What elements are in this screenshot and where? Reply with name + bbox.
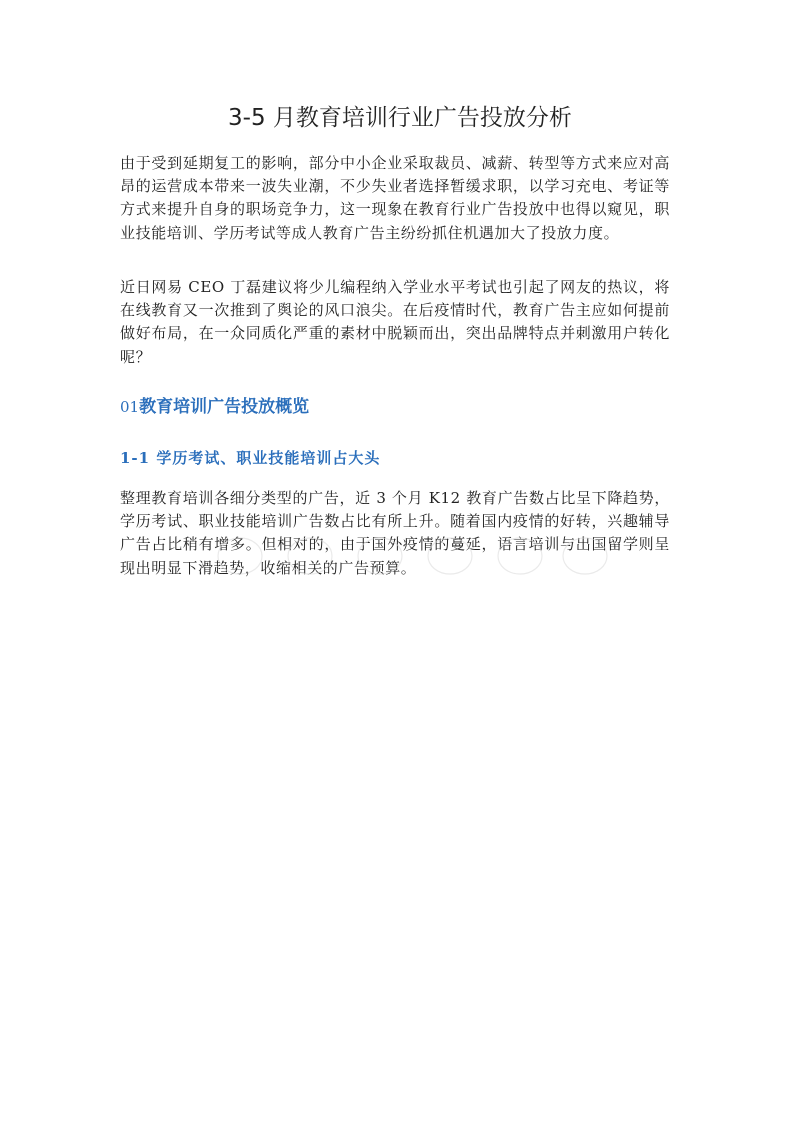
section-heading [120, 394, 309, 420]
section-number: 01 [120, 398, 140, 416]
intro-paragraph-1: 由于受到延期复工的影响，部分中小企业采取裁员、减薪、转型等方式来应对高昂的运营成本带来一波失业潮，不少失业者选择暂缓求职，以学习充电、考证等方式来提升自身的职场竞争力，这一现象在教育行业广告投放中也得以窥见，职业技能培训、学历考试等成人教育广告主纷纷抓住机遇加大了投放力度。 [120, 154, 670, 242]
intro-paragraph-2: 近日网易 CEO 丁磊建议将少儿编程纳入学业水平考试也引起了网友的热议，将在线教育又一次推到了舆论的风口浪尖。在后疫情时代，教育广告主应如何提前做好布局，在一众同质化严重的素材中脱颖而出，突出品牌特点并刺激用户转化呢？ [120, 278, 670, 366]
body-paragraph: 整理教育培训各细分类型的广告，近 3 个月 K12 教育广告数占比呈下降趋势，学历考试、职业技能培训广告数占比有所上升。随着国内疫情的好转，兴趣辅导广告占比稍有增多。但相对的，由于国外疫情的蔓延，语言培训与出国留学则呈现出明显下滑趋势，收缩相关的广告预算。 [120, 489, 670, 577]
subsection-heading: 1-1 学历考试、职业技能培训占大头 [120, 449, 381, 467]
section-heading-text: 教育培训广告投放概览 [139, 397, 310, 417]
document-title: 3-5 月教育培训行业广告投放分析 [228, 105, 572, 131]
